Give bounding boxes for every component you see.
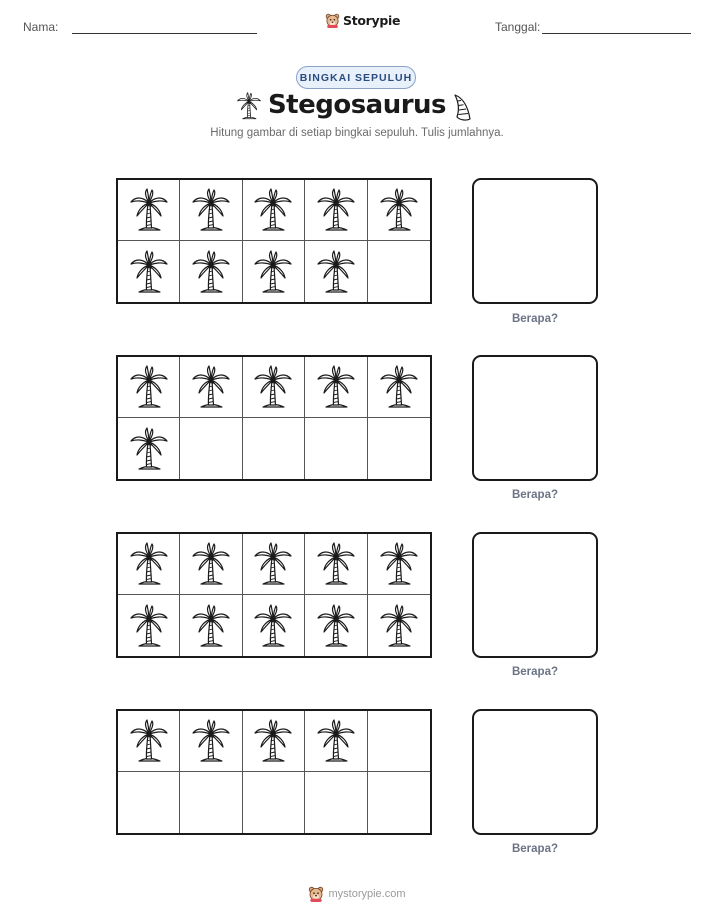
date-label: Tanggal: [495, 20, 541, 34]
ten-frame-cell [180, 357, 242, 418]
palm-tree-icon [379, 188, 419, 232]
ten-frame-cell [118, 772, 180, 833]
brand-name: Storypie [343, 13, 401, 28]
answer-prompt: Berapa? [511, 666, 559, 678]
ten-frame [116, 355, 432, 481]
ten-frame-cell [180, 418, 242, 479]
palm-tree-icon [379, 542, 419, 586]
ten-frame-cell [118, 357, 180, 418]
palm-tree-icon [253, 719, 293, 763]
ten-frame-cell [368, 357, 430, 418]
ten-frame-cell [180, 534, 242, 595]
brand-logo [325, 13, 400, 28]
palm-tree-icon [316, 250, 356, 294]
answer-prompt: Berapa? [511, 313, 559, 325]
palm-tree-icon [191, 250, 231, 294]
ten-frame-cell [305, 418, 367, 479]
palm-tree-icon [191, 188, 231, 232]
ten-frame-cell [305, 772, 367, 833]
palm-tree-icon [379, 365, 419, 409]
ten-frame-cell [368, 711, 430, 772]
ten-frame-cell [305, 711, 367, 772]
bear-mascot-icon [325, 13, 340, 28]
palm-tree-icon [379, 604, 419, 648]
name-line [72, 33, 257, 34]
ten-frame-cell [305, 534, 367, 595]
palm-tree-icon [191, 542, 231, 586]
ten-frame-cell [118, 418, 180, 479]
palm-tree-icon [129, 365, 169, 409]
ten-frame-cell [243, 418, 305, 479]
answer-box[interactable] [472, 532, 598, 658]
ten-frame-cell [180, 711, 242, 772]
palm-tree-icon [191, 365, 231, 409]
palm-tree-icon [253, 250, 293, 294]
ten-frame-cell [368, 418, 430, 479]
ten-frame-cell [118, 595, 180, 656]
answer-prompt: Berapa? [511, 843, 559, 855]
palm-tree-icon [316, 365, 356, 409]
palm-tree-icon [129, 604, 169, 648]
ten-frame-cell [118, 241, 180, 302]
ten-frame-cell [368, 772, 430, 833]
ten-frame [116, 178, 432, 304]
answer-prompt: Berapa? [511, 489, 559, 501]
palm-tree-icon [316, 542, 356, 586]
ten-frame-cell [243, 595, 305, 656]
ten-frame-cell [305, 180, 367, 241]
ten-frame-cell [368, 241, 430, 302]
ten-frame-cell [243, 772, 305, 833]
ten-frame-cell [118, 711, 180, 772]
palm-tree-icon [316, 188, 356, 232]
ten-frame-cell [243, 180, 305, 241]
ten-frame-cell [305, 241, 367, 302]
ten-frame-cell [243, 534, 305, 595]
palm-tree-icon [129, 427, 169, 471]
ten-frame-cell [305, 357, 367, 418]
palm-tree-icon [316, 719, 356, 763]
ten-frame-cell [243, 241, 305, 302]
footer-site: mystorypie.com [328, 888, 406, 900]
ten-frame-cell [243, 357, 305, 418]
ten-frame-cell [118, 180, 180, 241]
palm-tree-icon [191, 604, 231, 648]
date-line [542, 33, 691, 34]
palm-tree-icon [253, 188, 293, 232]
page-title: Stegosaurus [267, 90, 447, 120]
name-label: Nama: [23, 20, 59, 34]
answer-box[interactable] [472, 709, 598, 835]
instructions: Hitung gambar di setiap bingkai sepuluh. Tulis jumlahnya. [210, 127, 504, 139]
palm-tree-icon [129, 250, 169, 294]
palm-tree-icon [253, 542, 293, 586]
ten-frame-cell [305, 595, 367, 656]
ten-frame-cell [180, 595, 242, 656]
palm-tree-icon [129, 188, 169, 232]
ten-frame [116, 532, 432, 658]
ten-frame-cell [180, 772, 242, 833]
palm-tree-icon [191, 719, 231, 763]
horn-icon [451, 92, 473, 122]
ten-frame-cell [180, 180, 242, 241]
bear-mascot-icon [308, 886, 324, 902]
ten-frame-cell [243, 711, 305, 772]
footer [0, 886, 714, 902]
ten-frame-cell [118, 534, 180, 595]
ten-frame-cell [368, 595, 430, 656]
palm-tree-icon [253, 604, 293, 648]
palm-tree-icon [129, 719, 169, 763]
answer-box[interactable] [472, 355, 598, 481]
palm-tree-icon [129, 542, 169, 586]
worksheet-type-badge: BINGKAI SEPULUH [296, 66, 416, 89]
ten-frame-cell [368, 180, 430, 241]
ten-frame-cell [180, 241, 242, 302]
answer-box[interactable] [472, 178, 598, 304]
palm-tree-icon [253, 365, 293, 409]
ten-frame-cell [368, 534, 430, 595]
ten-frame [116, 709, 432, 835]
palm-tree-icon [316, 604, 356, 648]
